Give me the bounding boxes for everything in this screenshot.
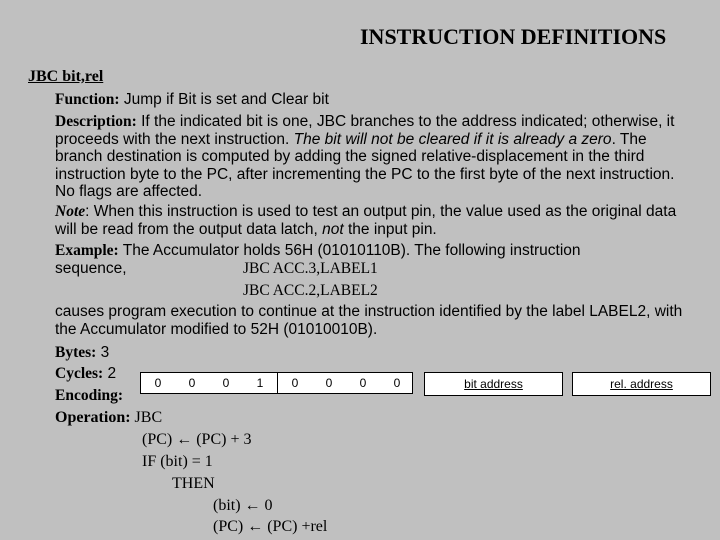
opcode-bit-field — [140, 372, 413, 394]
encoding-label: Encoding: — [55, 387, 124, 404]
example-code-line-2: JBC ACC.2,LABEL2 — [243, 282, 378, 299]
cycles-label: Cycles: — [55, 365, 104, 382]
opcode-bit-1: 0 — [359, 376, 367, 390]
bit-address-field — [424, 372, 563, 396]
operation-label: Operation: — [55, 409, 131, 426]
note-paragraph — [55, 203, 695, 238]
operation-mnemonic: JBC — [130, 409, 163, 426]
note-text-1: : When this instruction is used to test an output pin, the value used as the original data will be read from the output data latch, — [55, 203, 677, 238]
example-sequence: sequence, — [55, 260, 127, 277]
example-paragraph — [55, 242, 695, 260]
opcode-bit-4: 1 — [256, 376, 264, 390]
operation-step-5: (PC) ← (PC) +rel — [213, 518, 328, 535]
operation-step-2: IF (bit) = 1 — [142, 453, 213, 470]
opcode-bit-0: 0 — [393, 376, 401, 390]
function-text: Jump if Bit is set and Clear bit — [119, 91, 329, 108]
example-text: The Accumulator holds 56H (01010110B). The following instruction — [118, 242, 581, 259]
operation-line — [55, 409, 162, 427]
opcode-bit-7: 0 — [154, 376, 162, 390]
opcode-bit-5: 0 — [222, 376, 230, 390]
description-italic: The bit will not be cleared if it is already a zero — [293, 130, 612, 148]
cycles-value: 2 — [103, 365, 117, 382]
opcode-bit-6: 0 — [188, 376, 196, 390]
opcode-bit-3: 0 — [291, 376, 299, 390]
bit-address-label: bit address — [464, 377, 523, 391]
bytes-label: Bytes: — [55, 344, 97, 361]
note-label: Note — [55, 203, 86, 220]
bytes-line — [55, 344, 695, 362]
cycles-line — [55, 365, 135, 383]
rel-address-field — [572, 372, 711, 396]
operation-step-4: (bit) ← 0 — [213, 497, 273, 514]
description-text-1: If the indicated bit is one, JBC branches to the address indicated; otherwise, it proceeds with the next instruction. — [55, 113, 675, 148]
bytes-value: 3 — [96, 344, 110, 361]
operation-step-1: (PC) ← (PC) + 3 — [142, 431, 252, 448]
encoding-line — [55, 387, 140, 405]
note-text-2: the input pin. — [343, 220, 437, 238]
instruction-heading: JBC bit,rel — [28, 68, 104, 85]
function-label: Function: — [55, 91, 120, 108]
operation-step-3: THEN — [172, 475, 215, 492]
opcode-bit-2: 0 — [325, 376, 333, 390]
description-label: Description: — [55, 113, 137, 130]
function-paragraph — [55, 91, 695, 109]
rel-address-label: rel. address — [610, 377, 673, 391]
example-result: causes program execution to continue at the instruction identified by the label LABEL2, with the Accumulator modified to 52H (01010010B). — [55, 303, 683, 338]
note-italic: not — [322, 220, 344, 238]
example-label: Example: — [55, 242, 119, 259]
example-code-line-1: JBC ACC.3,LABEL1 — [243, 260, 378, 277]
page-title: INSTRUCTION DEFINITIONS — [360, 24, 667, 49]
description-text-2: . The branch destination is computed by adding the signed relative-displacement in the third instruction byte to the PC, after incrementing the PC to the first byte of the next instruction. No flags are affected. — [55, 130, 675, 200]
description-paragraph — [55, 113, 695, 201]
